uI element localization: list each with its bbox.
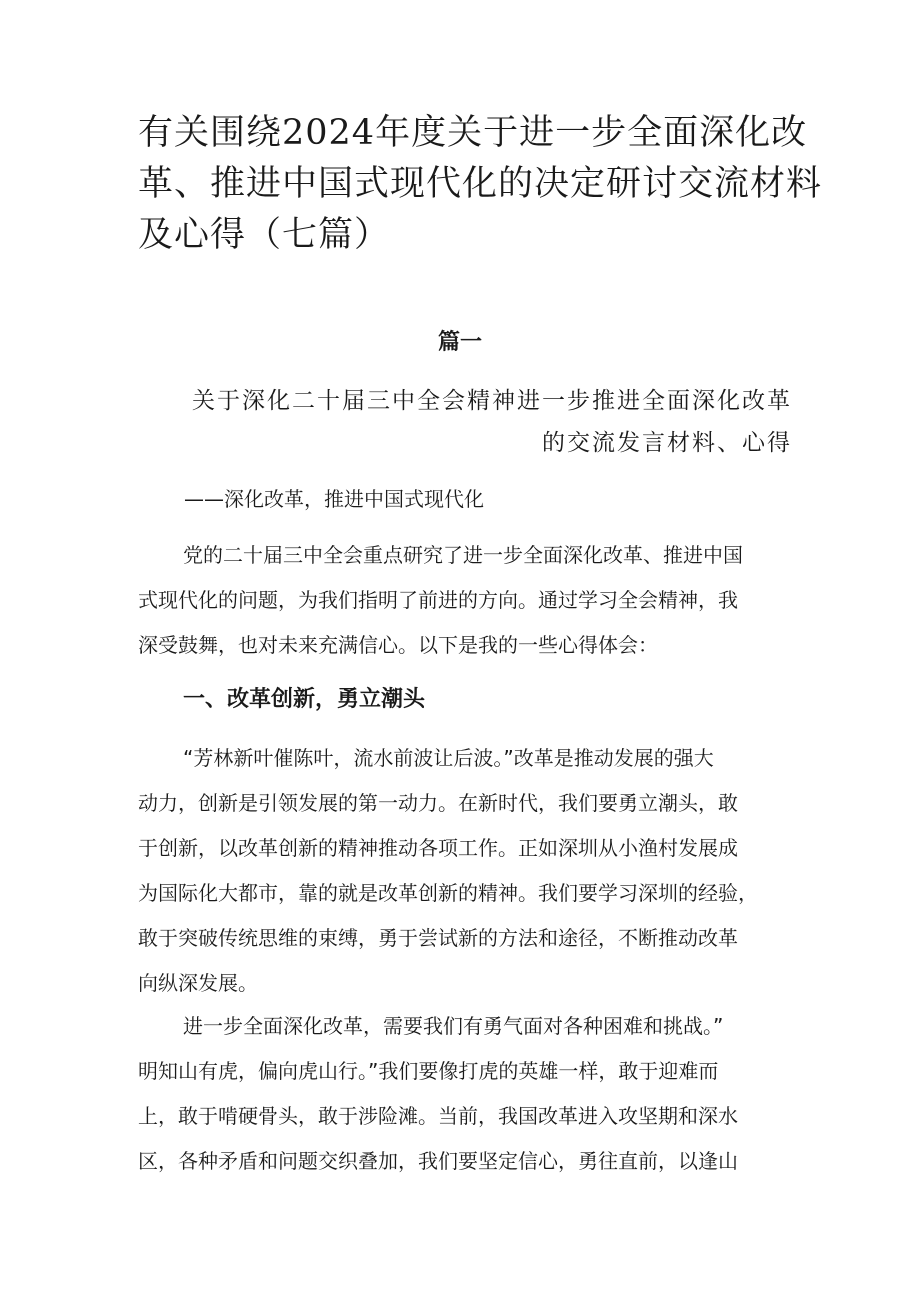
paragraph-line: 党的二十届三中全会重点研究了进一步全面深化改革、推进中国	[183, 543, 743, 567]
document-title-line: 及心得（七篇）	[138, 215, 391, 255]
document-title	[138, 108, 823, 261]
paragraph-line: 上，敢于啃硬骨头，敢于涉险滩。当前，我国改革进入攻坚期和深水	[138, 1104, 738, 1128]
paragraph-line: 式现代化的问题，为我们指明了前进的方向。通过学习全会精神，我	[138, 588, 738, 612]
paragraph-line: 明知山有虎，偏向虎山行。”我们要像打虎的英雄一样，敢于迎难而	[138, 1059, 719, 1083]
paragraph-line: 向纵深发展。	[138, 971, 258, 995]
paragraph-line: 为国际化大都市，靠的就是改革创新的精神。我们要学习深圳的经验，	[138, 881, 758, 905]
body-paragraph	[138, 736, 792, 1006]
body-paragraph	[138, 1004, 792, 1184]
paragraph-line: 进一步全面深化改革，需要我们有勇气面对各种困难和挑战。”	[183, 1014, 724, 1038]
paragraph-line: 深受鼓舞，也对未来充满信心。以下是我的一些心得体会：	[138, 633, 658, 657]
article-title-line: 的交流发言材料、心得	[542, 430, 792, 456]
paragraph-line: 于创新，以改革创新的精神推动各项工作。正如深圳从小渔村发展成	[138, 836, 738, 860]
document-title-line: 革、推进中国式现代化的决定研讨交流材料	[138, 164, 823, 204]
section-label: 篇一	[437, 330, 482, 355]
section-heading: 一、改革创新，勇立潮头	[183, 687, 426, 712]
article-title	[138, 380, 792, 464]
article-subtitle: ——深化改革，推进中国式现代化	[184, 487, 484, 511]
intro-paragraph	[138, 533, 792, 668]
document-title-line: 有关围绕2024年度关于进一步全面深化改	[138, 113, 808, 153]
paragraph-line: “芳林新叶催陈叶，流水前波让后波。”改革是推动发展的强大	[183, 746, 714, 770]
article-title-line: 关于深化二十届三中全会精神进一步推进全面深化改革	[192, 388, 792, 414]
paragraph-line: 敢于突破传统思维的束缚，勇于尝试新的方法和途径，不断推动改革	[138, 926, 738, 950]
paragraph-line: 区，各种矛盾和问题交织叠加，我们要坚定信心，勇往直前，以逢山	[138, 1149, 738, 1173]
paragraph-line: 动力，创新是引领发展的第一动力。在新时代，我们要勇立潮头，敢	[138, 791, 738, 815]
